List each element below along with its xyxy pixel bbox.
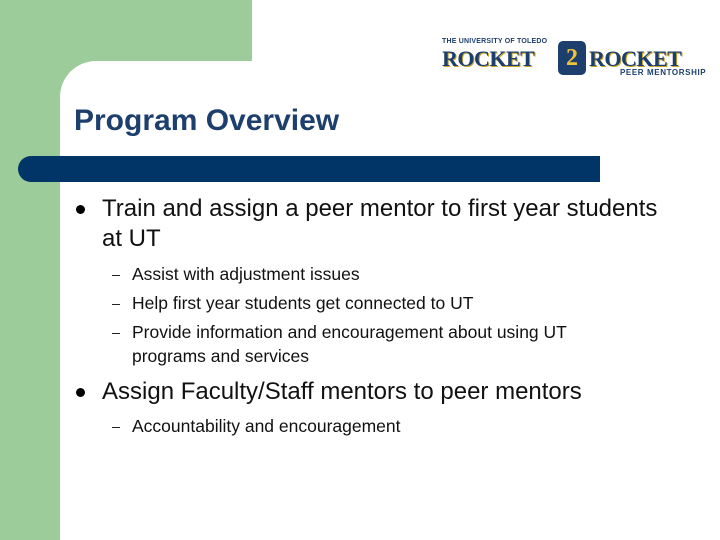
logo-word-right: ROCKET (589, 46, 682, 71)
title-underline-bar (18, 156, 600, 182)
sub-bullet-text: Help first year students get connected to UT (132, 293, 474, 313)
dash-icon (112, 427, 120, 428)
sub-bullet-text: Provide information and encouragement about using UT programs and services (132, 322, 567, 366)
rocket-2-rocket-logo (438, 38, 707, 80)
dash-icon (112, 333, 120, 334)
logo-numeral: 2 (558, 41, 586, 75)
logo-word-left: ROCKET (442, 46, 535, 71)
bullet-text: Assign Faculty/Staff mentors to peer mentors (102, 378, 582, 405)
sub-bullet-text: Assist with adjustment issues (132, 264, 360, 284)
dash-icon (112, 304, 120, 305)
logo-university-text: THE UNIVERSITY OF TOLEDO (442, 38, 548, 45)
bullet-icon (76, 388, 85, 397)
sub-bullet-text: Accountability and encouragement (132, 416, 401, 436)
dash-icon (112, 275, 120, 276)
bullet-text: Train and assign a peer mentor to first year students at UT (102, 195, 658, 252)
logo-subtitle: PEER MENTORSHIP (620, 68, 707, 77)
bullet-icon (76, 205, 85, 214)
slide-title: Program Overview (74, 104, 340, 137)
